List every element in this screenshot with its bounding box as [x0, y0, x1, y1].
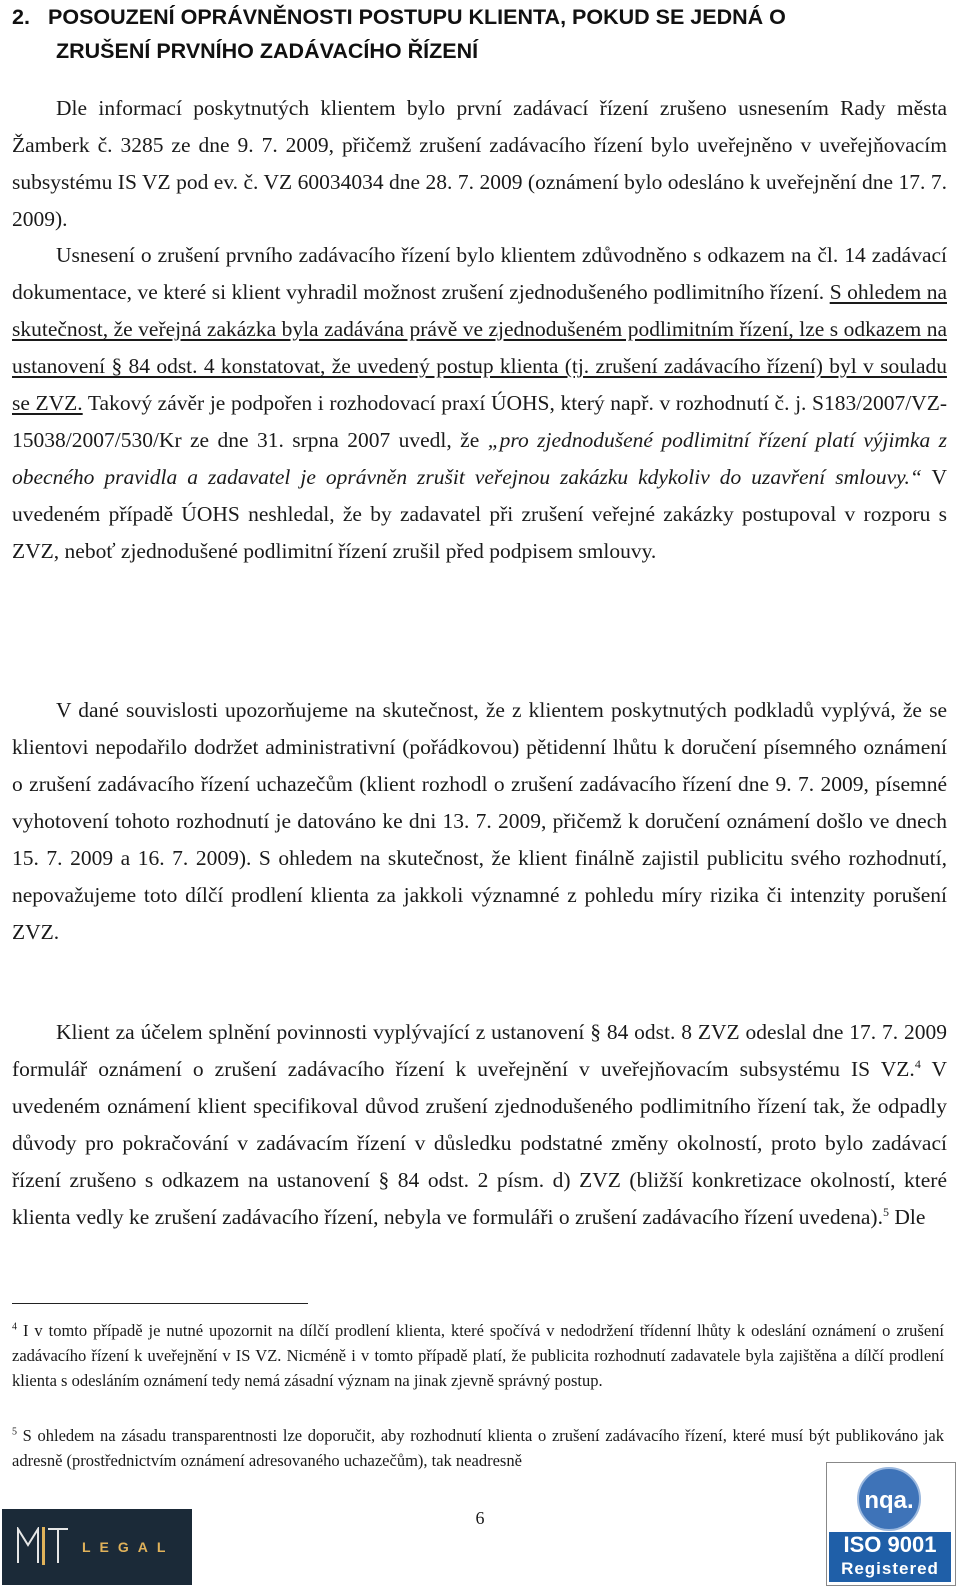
- footnote-divider: [12, 1303, 308, 1304]
- iso-certification-badge: [806, 1462, 956, 1584]
- paragraph-4-text-c: Dle: [888, 1205, 926, 1229]
- heading-line-2: ZRUŠENÍ PRVNÍHO ZADÁVACÍHO ŘÍZENÍ: [56, 39, 479, 63]
- footnote-5: [12, 1423, 944, 1473]
- paragraph-3-text: V dané souvislosti upozorňujeme na skutečnost, že z klientem poskytnutých podkladů vyplývá, že se klientovi nepodařilo dodržet administrativní (pořádkovou) pětidenní lhůtu k doručení písemného oznámení o zrušení zadávacího řízení uchazečům (klient rozhodl o zrušení zadávacího řízení dne 9. 7. 2009, písemné vyhotovení tohoto rozhodnutí je datováno ke dni 13. 7. 2009, přičemž k doručení oznámení došlo ve dnech 15. 7. 2009 a 16. 7. 2009). S ohledem na skutečnost, že klient finálně zajistil publicitu svého rozhodnutí, nepovažujeme toto dílčí prodlení klienta za jakkoli významné z pohledu míry rizika či intenzity porušení ZVZ.: [12, 698, 947, 944]
- paragraph-4: [12, 1014, 947, 1236]
- iso-status: Registered: [841, 1559, 939, 1578]
- paragraph-2: [12, 237, 947, 570]
- mt-logo-icon: [16, 1527, 68, 1565]
- paragraph-3: [12, 692, 947, 951]
- paragraph-2-text-c: V uvedeném případě ÚOHS neshledal, že by zadavatel při zrušení veřejné zakázky postupoval v rozporu s ZVZ, neboť zjednodušené podlimitní řízení zrušil před podpisem smlouvy.: [12, 465, 948, 563]
- heading-line-1: [12, 0, 947, 34]
- footnote-5-text: S ohledem na zásadu transparentnosti lze doporučit, aby rozhodnutí klienta o zrušení zadávacího řízení, které musí být publikováno jak adresně (prostřednictvím oznámení adresovaného uchazečům), tak neadresně: [12, 1426, 944, 1470]
- footnote-mark-4: 4: [12, 1321, 17, 1333]
- mt-legal-logo: [2, 1509, 192, 1585]
- page-number: 6: [475, 1508, 485, 1528]
- iso-cert-panel: [829, 1532, 951, 1582]
- section-heading: [12, 0, 947, 68]
- heading-text-1: POSOUZENÍ OPRÁVNĚNOSTI POSTUPU KLIENTA, POKUD SE JEDNÁ O: [48, 5, 786, 29]
- iso-standard: ISO 9001: [843, 1532, 937, 1557]
- footnote-4: [12, 1318, 944, 1393]
- nqa-brand-text: nqa.: [864, 1487, 914, 1514]
- paragraph-2-quote: „pro zjednodušené podlimitní řízení platí výjimka z obecného pravidla a zadavatel je oprávněn zrušit veřejnou zakázku kdykoliv do uzavření smlouvy.“: [12, 428, 948, 489]
- paragraph-4-text-b: V uvedeném oznámení klient specifikoval důvod zrušení zjednodušeného podlimitního řízení tak, že odpadly důvody pro pokračování v zadávacím řízení v důsledku podstatné změny okolností, proto bylo zadávací řízení zrušeno s odkazem na ustanovení § 84 odst. 2 písm. d) ZVZ (bližší konkretizace okolností, které klienta vedly ke zrušení zadávacího řízení, nebyla ve formuláři o zrušení zadávacího řízení uvedena).: [12, 1057, 947, 1229]
- footnote-ref-5[interactable]: 5: [882, 1204, 889, 1219]
- footnote-mark-5: 5: [12, 1426, 17, 1438]
- footnote-ref-4[interactable]: 4: [914, 1056, 921, 1071]
- nqa-logo-icon: [848, 1466, 930, 1532]
- footnote-4-text: I v tomto případě je nutné upozornit na dílčí prodlení klienta, které spočívá v nedodržení třídenní lhůty k odeslání oznámení o zrušení zadávacího řízení k uveřejnění v IS VZ. Nicméně i v tomto případě platí, že publicita rozhodnutí zadavatele byla zajištěna a dílčí prodlení klienta s odesláním oznámení tedy nemá zásadní význam na jinak zjevně správný postup.: [12, 1321, 944, 1390]
- paragraph-2-text-b: Takový závěr je podpořen i rozhodovací praxí ÚOHS, který např. v rozhodnutí č. j. S183/2007/VZ-15038/2007/530/Kr ze dne 31. srpna 2007 uvedl, že: [12, 391, 947, 452]
- paragraph-1: [12, 90, 947, 238]
- paragraph-2-text-a: Usnesení o zrušení prvního zadávacího řízení bylo klientem zdůvodněno s odkazem na čl. 14 zadávací dokumentace, ve které si klient vyhradil možnost zrušení zjednodušeného podlimitního řízení.: [12, 243, 947, 304]
- paragraph-2-underlined: S ohledem na skutečnost, že veřejná zakázka byla zadávána právě ve zjednodušeném podlimitním řízení, lze s odkazem na ustanovení § 84 odst. 4 konstatovat, že uvedený postup klienta (tj. zrušení zadávacího řízení) byl v souladu se ZVZ.: [12, 280, 947, 415]
- paragraph-4-text-a: Klient za účelem splnění povinnosti vyplývající z ustanovení § 84 odst. 8 ZVZ odeslal dne 17. 7. 2009 formulář oznámení o zrušení zadávacího řízení k uveřejnění v uveřejňovacím subsystému IS VZ.: [12, 1020, 947, 1081]
- paragraph-1-text: Dle informací poskytnutých klientem bylo první zadávací řízení zrušeno usnesením Rady města Žamberk č. 3285 ze dne 9. 7. 2009, přičemž zrušení zadávacího řízení bylo uveřejněno v uveřejňovacím subsystému IS VZ pod ev. č. VZ 60034034 dne 28. 7. 2009 (oznámení bylo odesláno k uveřejnění dne 17. 7. 2009).: [12, 96, 947, 231]
- section-number: 2.: [12, 5, 30, 29]
- logo-wordmark: LEGAL: [82, 1539, 175, 1555]
